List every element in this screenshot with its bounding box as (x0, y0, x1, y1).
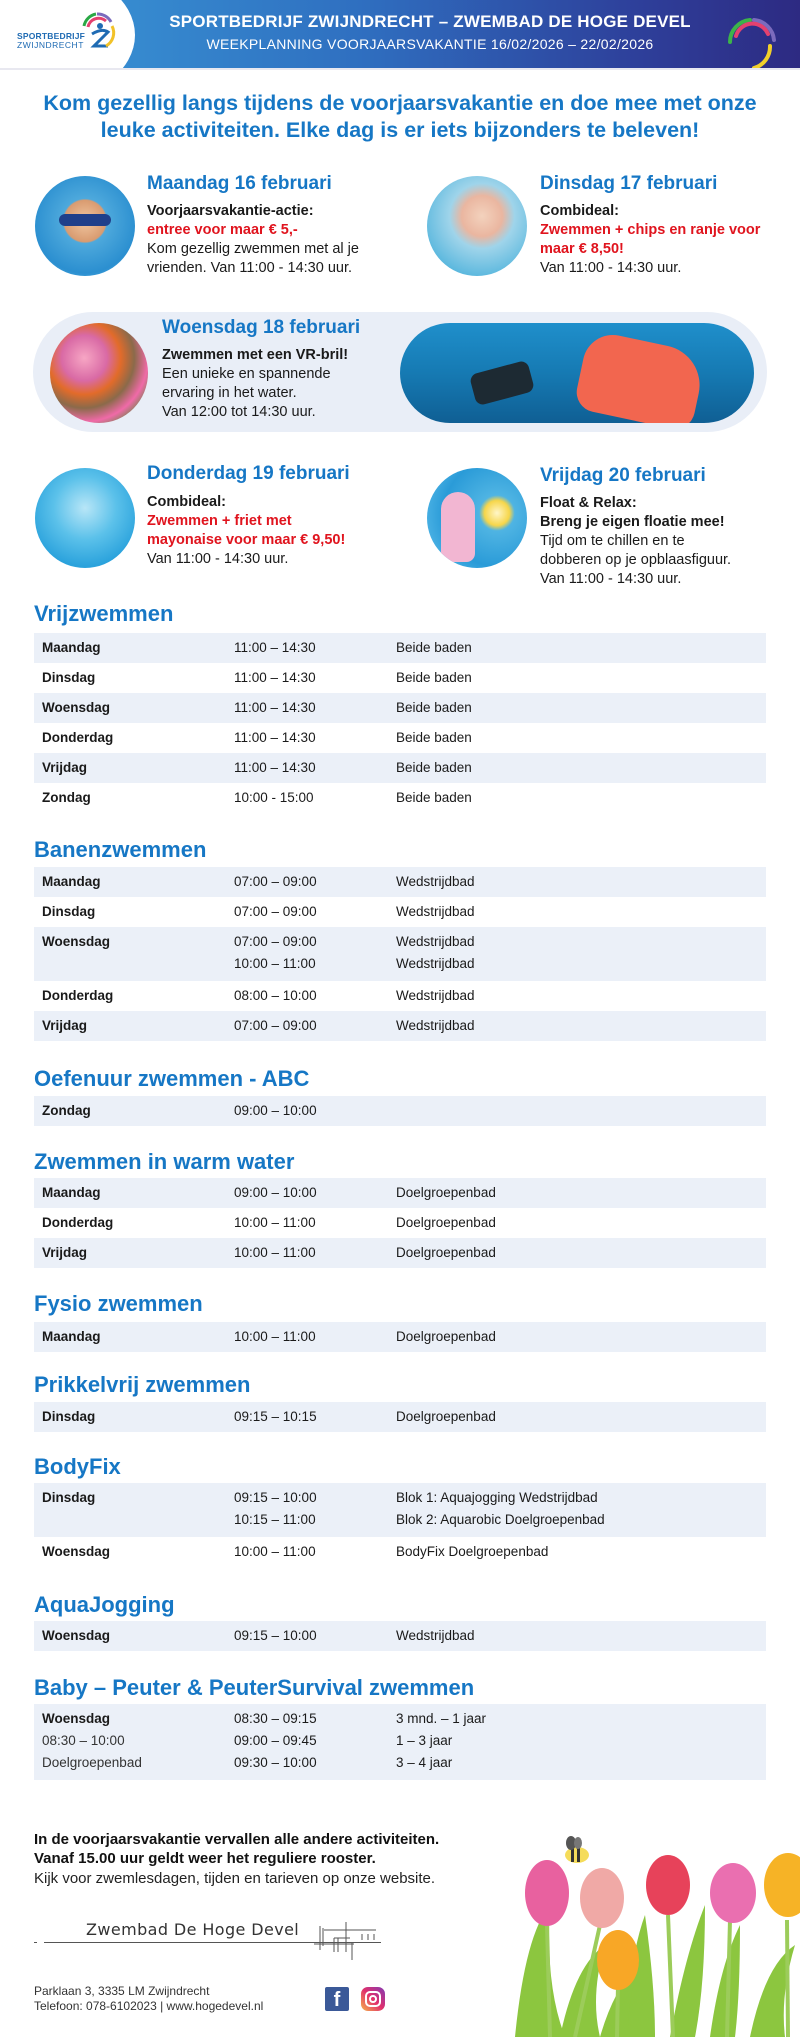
row-time: 09:00 – 09:45 (234, 1733, 317, 1748)
venue-logo-mark-icon (314, 1922, 384, 1960)
activity-wednesday-label: Zwemmen met een VR-bril! (162, 347, 349, 363)
page-title: SPORTBEDRIJF ZWIJNDRECHT – ZWEMBAD DE HOGE DEVEL (169, 12, 691, 31)
activity-tuesday-price: Zwemmen + chips en ranje voor maar € 8,50! (540, 222, 761, 257)
activity-thursday-price-1: Zwemmen + friet met (147, 513, 292, 529)
row-location: Beide baden (396, 670, 472, 685)
swimmer-shirt-shape (573, 329, 707, 423)
row-location: Doelgroepenbad (396, 1215, 496, 1230)
logo-text-zwijndrecht: ZWIJNDRECHT (17, 40, 84, 50)
schedule-table (34, 867, 766, 1041)
footer-note-bold (34, 1830, 439, 1868)
row-time: 09:15 – 10:00 (234, 1628, 317, 1643)
flamingo-float-photo (427, 468, 527, 568)
activity-wednesday-text-2: ervaring in het water. (162, 385, 297, 401)
activity-wednesday-text-1: Een unieke en spannende (162, 366, 331, 382)
footer-contact (34, 1984, 263, 2014)
row-day: Dinsdag (42, 1409, 96, 1424)
table-row (34, 1704, 766, 1780)
row-time: 07:00 – 09:00 (234, 904, 317, 919)
table-row (34, 897, 766, 927)
row-location: Beide baden (396, 790, 472, 805)
venue-logo-underline (44, 1942, 292, 1943)
schedule-table (34, 1621, 766, 1651)
table-row (34, 1178, 766, 1208)
row-day: Vrijdag (42, 760, 88, 775)
flamingo-shape (441, 492, 475, 562)
row-day: Donderdag (42, 730, 114, 745)
coral-reef-photo (50, 323, 148, 423)
row-time: 11:00 – 14:30 (234, 670, 316, 685)
venue-logo (34, 1920, 384, 1960)
row-location: Wedstrijdbad (396, 988, 475, 1003)
row-day: Dinsdag (42, 904, 96, 919)
activity-friday-label-1: Float & Relax: (540, 495, 637, 511)
activity-tuesday-text: Van 11:00 - 14:30 uur. (540, 260, 682, 276)
footer-address: Parklaan 3, 3335 LM Zwijndrecht (34, 1984, 210, 1998)
row-time: 09:15 – 10:15 (234, 1409, 317, 1424)
row-day: Donderdag (42, 1215, 114, 1230)
row-day: Zondag (42, 790, 91, 805)
activity-friday-label-2: Breng je eigen floatie mee! (540, 514, 725, 530)
activity-day-monday: Maandag 16 februari (147, 173, 332, 194)
activity-thursday-label: Combideal: (147, 494, 226, 510)
row-location: Doelgroepenbad (396, 1409, 496, 1424)
table-row (34, 1208, 766, 1238)
row-location: Blok 2: Aquarobic Doelgroepenbad (396, 1512, 605, 1527)
instagram-lens (369, 1995, 377, 2003)
row-day: Vrijdag (42, 1018, 88, 1033)
row-time: 10:00 - 15:00 (234, 790, 314, 805)
row-time: 10:00 – 11:00 (234, 1544, 316, 1559)
section-title: Baby – Peuter & PeuterSurvival zwemmen (34, 1675, 475, 1700)
activity-monday-label: Voorjaarsvakantie-actie: (147, 203, 314, 219)
row-time: 07:00 – 09:00 (234, 934, 317, 949)
row-day: Vrijdag (42, 1245, 88, 1260)
row-day: Maandag (42, 1329, 101, 1344)
venue-logo-text: Zwembad De Hoge Devel (86, 1920, 300, 1939)
table-row (34, 1322, 766, 1352)
activity-friday-text-3: Van 11:00 - 14:30 uur. (540, 571, 682, 587)
activity-friday-details (540, 494, 790, 589)
instagram-icon[interactable] (361, 1987, 385, 2011)
vr-snorkel-swimmer-photo (400, 323, 754, 423)
table-row (34, 723, 766, 753)
row-time: 10:00 – 11:00 (234, 956, 316, 971)
row-time: 09:00 – 10:00 (234, 1185, 317, 1200)
row-location: Beide baden (396, 640, 472, 655)
table-row (34, 981, 766, 1011)
header-divider (0, 68, 800, 70)
table-row (34, 1402, 766, 1432)
footer-note-bold-1: In de voorjaarsvakantie vervallen alle andere activiteiten. (34, 1831, 440, 1848)
row-day: Woensdag (42, 1628, 111, 1643)
row-location: Beide baden (396, 700, 472, 715)
row-location: Wedstrijdbad (396, 1628, 475, 1643)
row-time: 09:15 – 10:00 (234, 1490, 317, 1505)
section-title: BodyFix (34, 1454, 121, 1479)
table-row (34, 1621, 766, 1651)
girls-in-pool-photo (427, 176, 527, 276)
row-time: 10:00 – 11:00 (234, 1329, 316, 1344)
venue-logo-line (34, 1942, 37, 1943)
table-row (34, 633, 766, 663)
row-day: Maandag (42, 640, 101, 655)
row-time: 10:00 – 11:00 (234, 1215, 316, 1230)
activity-thursday-text: Van 11:00 - 14:30 uur. (147, 551, 289, 567)
table-row (34, 663, 766, 693)
section-title: Vrijzwemmen (34, 601, 174, 626)
table-row (34, 693, 766, 723)
activity-thursday-details (147, 493, 407, 569)
bee-icon (565, 1836, 589, 1863)
schedule-table (34, 1178, 766, 1268)
table-row (34, 1537, 766, 1567)
schedule-table (34, 1322, 766, 1352)
table-row (34, 1096, 766, 1126)
tulip-red (646, 1855, 690, 1915)
row-day: Woensdag (42, 1711, 111, 1726)
activity-wednesday-text-3: Van 12:00 tot 14:30 uur. (162, 404, 316, 420)
schedule-table (34, 1483, 766, 1567)
section-title: Banenzwemmen (34, 837, 207, 862)
row-day: Donderdag (42, 988, 114, 1003)
row-location: Wedstrijdbad (396, 934, 475, 949)
schedule-table (34, 633, 766, 813)
activity-day-tuesday: Dinsdag 17 februari (540, 173, 718, 194)
row-time: 11:00 – 14:30 (234, 700, 316, 715)
tulip-orange (597, 1930, 639, 1990)
activity-tuesday-label: Combideal: (540, 203, 619, 219)
row-location: 3 – 4 jaar (396, 1755, 453, 1770)
row-location: Doelgroepenbad (396, 1329, 496, 1344)
header-banner (0, 0, 800, 68)
tulip-pink-2 (710, 1863, 756, 1923)
footer-note: Kijk voor zwemlesdagen, tijden en tarieven op onze website. (34, 1870, 436, 1887)
vr-goggles-shape (469, 360, 535, 406)
schedule-table (34, 1096, 766, 1126)
row-location: Wedstrijdbad (396, 956, 475, 971)
logo-text-sportbedrijf: SPORTBEDRIJF (17, 31, 86, 41)
row-location: Beide baden (396, 730, 472, 745)
table-row (34, 753, 766, 783)
goggles-shape (59, 214, 111, 226)
row-day: Dinsdag (42, 1490, 96, 1505)
activity-day-friday: Vrijdag 20 februari (540, 465, 706, 486)
row-time: 09:00 – 10:00 (234, 1103, 317, 1118)
activity-monday-text: Kom gezellig zwemmen met al je vrienden. Van 11:00 - 14:30 uur. (147, 241, 359, 276)
activity-monday-details (147, 202, 397, 278)
kids-underwater-photo (35, 468, 135, 568)
activity-tuesday-details (540, 202, 790, 278)
tulips-and-bee-illustration (505, 1815, 800, 2037)
row-time: 11:00 – 14:30 (234, 760, 316, 775)
hoge-devel-ring-logo-icon (724, 12, 780, 68)
tulip-yellow (764, 1853, 800, 1917)
row-location: 1 – 3 jaar (396, 1733, 453, 1748)
row-location: Beide baden (396, 760, 472, 775)
row-time: 11:00 – 14:30 (234, 730, 316, 745)
row-day: Maandag (42, 874, 101, 889)
row-day: Dinsdag (42, 670, 96, 685)
schedule-table (34, 1402, 766, 1432)
facebook-icon[interactable]: f (325, 1987, 349, 2011)
row-day: Woensdag (42, 934, 111, 949)
tulip-peach (580, 1868, 624, 1928)
row-time: 10:15 – 11:00 (234, 1512, 316, 1527)
footer-phone-website[interactable]: Telefoon: 078-6102023 | www.hogedevel.nl (34, 1999, 264, 2013)
table-row (34, 1483, 766, 1537)
activity-day-thursday: Donderdag 19 februari (147, 463, 350, 484)
row-location: Wedstrijdbad (396, 874, 475, 889)
section-title: AquaJogging (34, 1592, 175, 1617)
boy-swimming-photo (35, 176, 135, 276)
row-time: 07:00 – 09:00 (234, 1018, 317, 1033)
row-time: 10:00 – 11:00 (234, 1245, 316, 1260)
table-row (34, 783, 766, 813)
row-time: 07:00 – 09:00 (234, 874, 317, 889)
row-location: BodyFix Doelgroepenbad (396, 1544, 549, 1559)
activity-day-wednesday: Woensdag 18 februari (162, 317, 361, 338)
row-day-detail: 08:30 – 10:00 (42, 1733, 125, 1748)
row-time: 08:00 – 10:00 (234, 988, 317, 1003)
row-location: Blok 1: Aquajogging Wedstrijdbad (396, 1490, 598, 1505)
table-row (34, 867, 766, 897)
schedule-table (34, 1704, 766, 1780)
row-day: Zondag (42, 1103, 91, 1118)
row-location: Doelgroepenbad (396, 1245, 496, 1260)
activity-wednesday-details (162, 346, 402, 422)
activity-monday-price: entree voor maar € 5,- (147, 222, 298, 238)
row-time: 08:30 – 09:15 (234, 1711, 317, 1726)
page-subtitle: WEEKPLANNING VOORJAARSVAKANTIE 16/02/2026 – 22/02/2026 (206, 36, 654, 52)
section-title: Oefenuur zwemmen - ABC (34, 1066, 310, 1091)
section-title: Prikkelvrij zwemmen (34, 1372, 251, 1397)
row-location: Doelgroepenbad (396, 1185, 496, 1200)
row-time: 11:00 – 14:30 (234, 640, 316, 655)
section-title: Zwemmen in warm water (34, 1149, 295, 1174)
row-location: 3 mnd. – 1 jaar (396, 1711, 487, 1726)
table-row (34, 927, 766, 981)
row-time: 09:30 – 10:00 (234, 1755, 317, 1770)
row-location: Wedstrijdbad (396, 1018, 475, 1033)
row-day: Woensdag (42, 700, 111, 715)
activity-friday-text-2: dobberen op je opblaasfiguur. (540, 552, 732, 568)
intro-text: Kom gezellig langs tijdens de voorjaarsvakantie en doe mee met onze leuke activiteiten. Elke dag is er iets bijzonders te beleven! (43, 91, 757, 142)
activity-friday-text-1: Tijd om te chillen en te (540, 533, 685, 549)
row-day: Maandag (42, 1185, 101, 1200)
table-row (34, 1238, 766, 1268)
table-row (34, 1011, 766, 1041)
activity-thursday-price-2: mayonaise voor maar € 9,50! (147, 532, 346, 548)
row-day: Woensdag (42, 1544, 111, 1559)
row-location: Wedstrijdbad (396, 904, 475, 919)
section-title: Fysio zwemmen (34, 1291, 203, 1316)
tulip-pink (525, 1860, 569, 1926)
footer-note-bold-2: Vanaf 15.00 uur geldt weer het reguliere rooster. (34, 1850, 376, 1867)
tulip-leaves (515, 1905, 795, 2037)
row-day-detail: Doelgroepenbad (42, 1755, 142, 1770)
